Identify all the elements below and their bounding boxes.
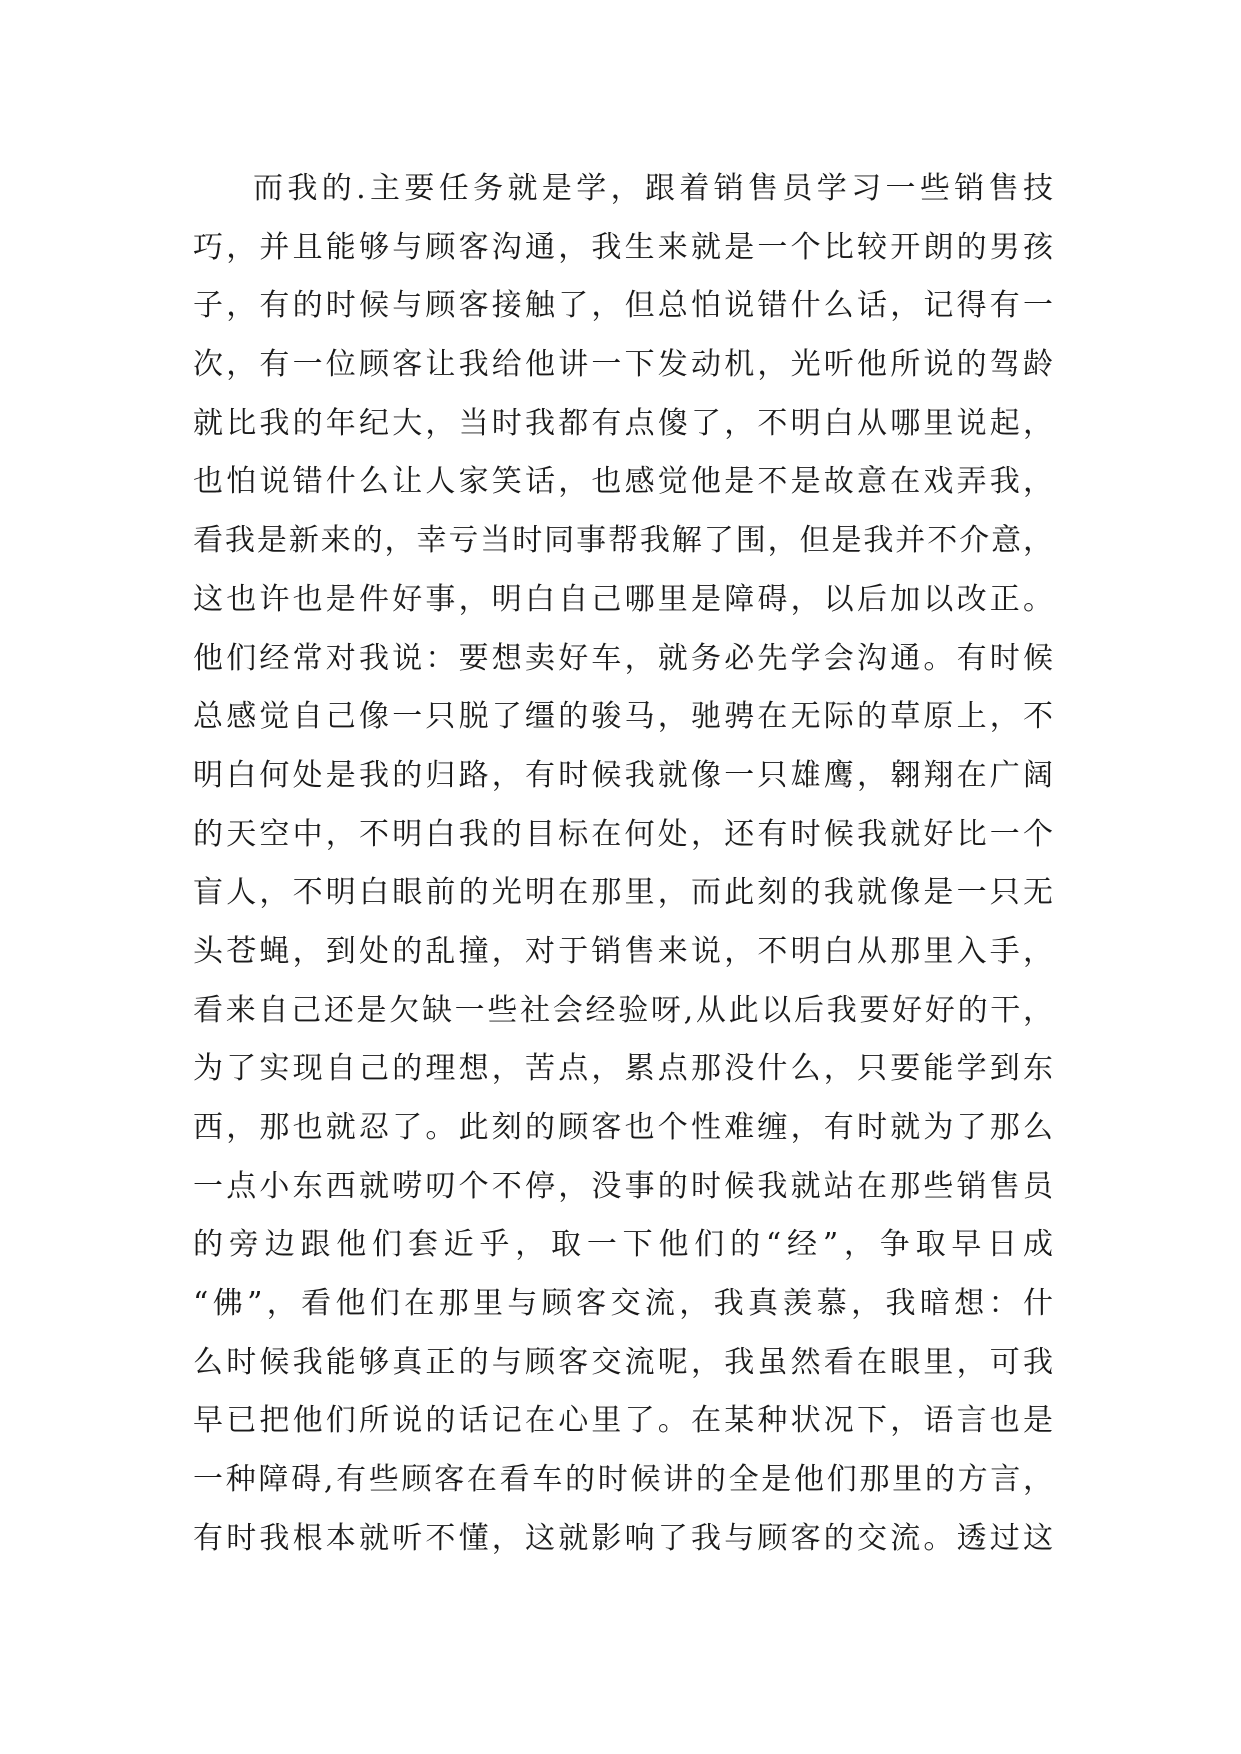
text-line: 早已把他们所说的话记在心里了。在某种状况下，语言也是 (193, 1403, 1053, 1439)
text-line: 也怕说错什么让人家笑话，也感觉他是不是故意在戏弄我， (193, 464, 1053, 500)
text-line: 的旁边跟他们套近乎，取一下他们的“经”，争取早日成 (193, 1227, 1053, 1263)
text-line: 为了实现自己的理想，苦点，累点那没什么，只要能学到东 (193, 1051, 1053, 1087)
text-line: 的天空中，不明白我的目标在何处，还有时候我就好比一个 (193, 816, 1053, 852)
text-line: 看来自己还是欠缺一些社会经验呀,从此以后我要好好的干， (193, 992, 1053, 1028)
text-line: 就比我的年纪大，当时我都有点傻了，不明白从哪里说起， (193, 405, 1053, 441)
text-line: 么时候我能够真正的与顾客交流呢，我虽然看在眼里，可我 (193, 1344, 1053, 1380)
text-line: 他们经常对我说：要想卖好车，就务必先学会沟通。有时候 (193, 640, 1053, 676)
text-line: 盲人，不明白眼前的光明在那里，而此刻的我就像是一只无 (193, 875, 1053, 911)
body-text (193, 160, 1053, 1569)
text-line: 总感觉自己像一只脱了缰的骏马，驰骋在无际的草原上，不 (193, 699, 1053, 735)
text-line: “佛”，看他们在那里与顾客交流，我真羡慕，我暗想：什 (193, 1286, 1053, 1322)
text-line: 子，有的时候与顾客接触了，但总怕说错什么话，记得有一 (193, 288, 1053, 324)
text-line: 一种障碍,有些顾客在看车的时候讲的全是他们那里的方言， (193, 1462, 1053, 1498)
text-line: 明白何处是我的归路，有时候我就像一只雄鹰，翱翔在广阔 (193, 757, 1053, 793)
text-line: 这也许也是件好事，明白自己哪里是障碍，以后加以改正。 (193, 581, 1053, 617)
text-line: 看我是新来的，幸亏当时同事帮我解了围，但是我并不介意， (193, 523, 1053, 559)
text-line: 而我的.主要任务就是学，跟着销售员学习一些销售技 (253, 171, 1053, 206)
text-line: 一点小东西就唠叨个不停，没事的时候我就站在那些销售员 (193, 1168, 1053, 1204)
text-line: 次，有一位顾客让我给他讲一下发动机，光听他所说的驾龄 (193, 347, 1053, 383)
text-line: 头苍蝇，到处的乱撞，对于销售来说，不明白从那里入手， (193, 933, 1053, 969)
text-line: 巧，并且能够与顾客沟通，我生来就是一个比较开朗的男孩 (193, 229, 1053, 265)
text-line: 有时我根本就听不懂，这就影响了我与顾客的交流。透过这 (193, 1520, 1053, 1556)
text-line: 西，那也就忍了。此刻的顾客也个性难缠，有时就为了那么 (193, 1110, 1053, 1145)
